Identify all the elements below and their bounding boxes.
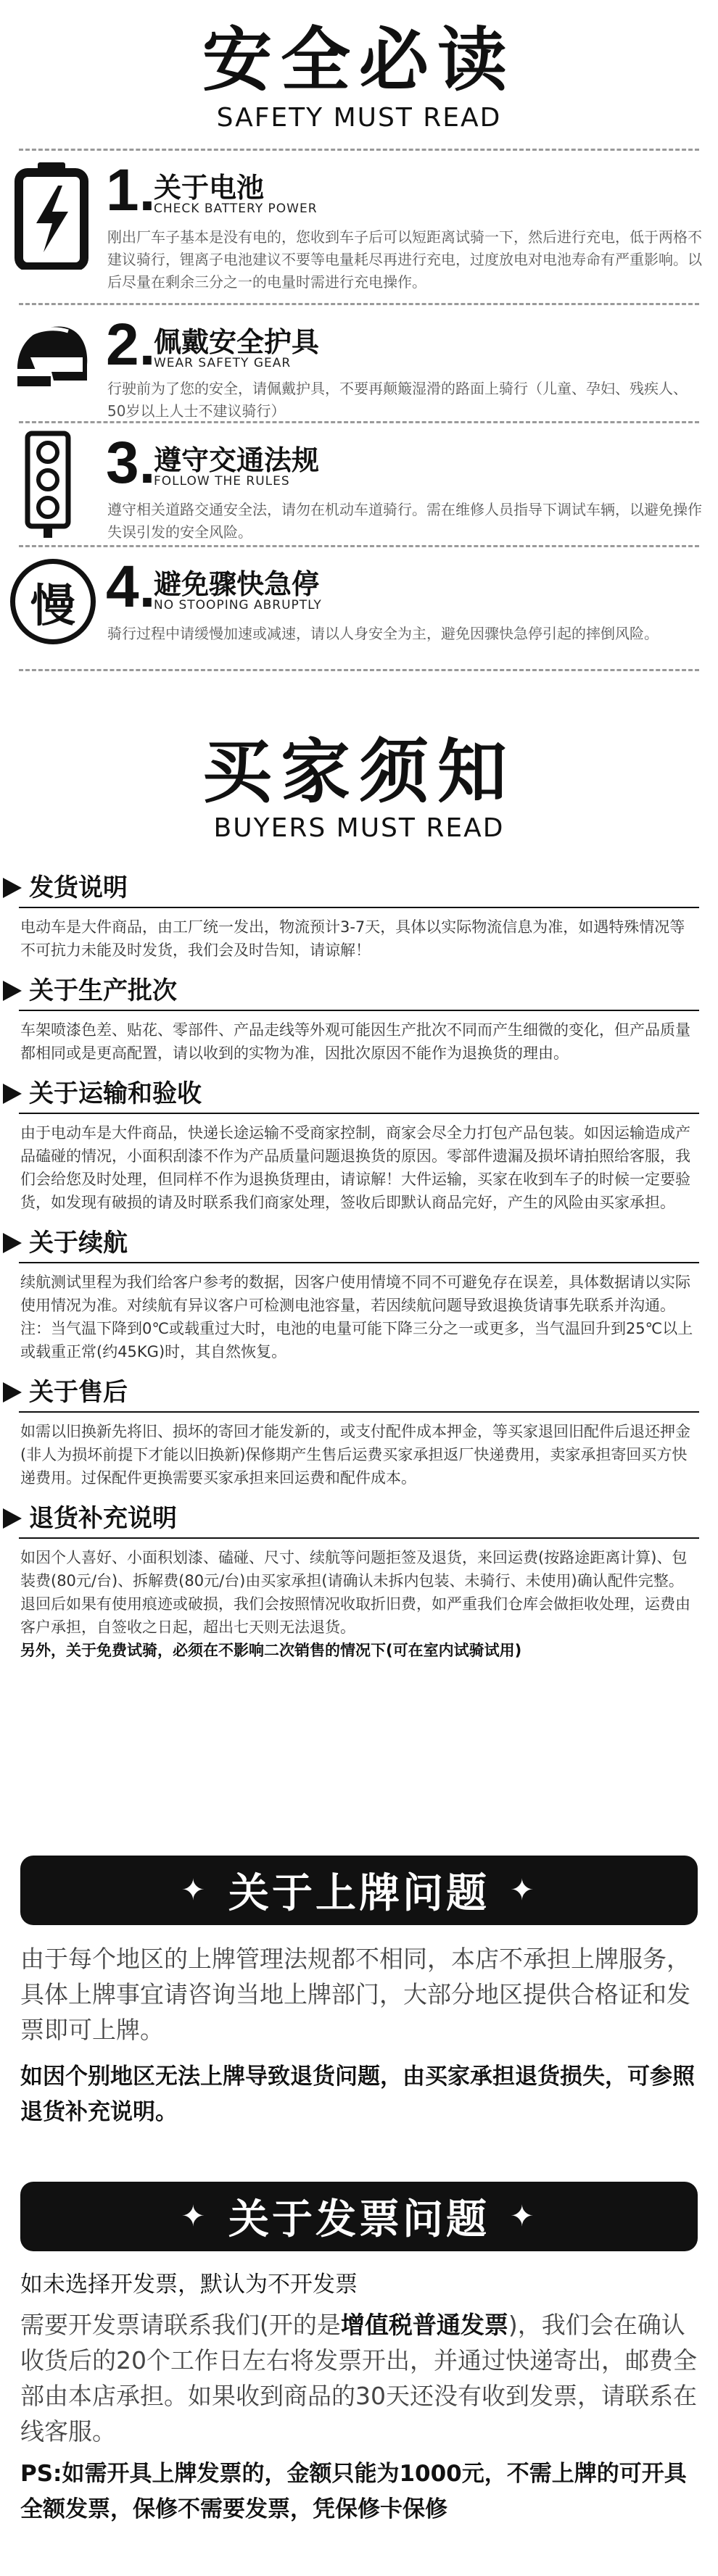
safety-item-gear — [0, 305, 718, 421]
section-body: 车架喷漆色差、贴花、零部件、产品走线等外观可能因生产批次不同而产生细微的变化，但产品质量都相同或是更高配置，请以收到的实物为准，因批次原因不能作为退换货的理由。 — [20, 1021, 690, 1062]
item-subtitle: CHECK BATTERY POWER — [154, 201, 318, 216]
section-transport — [0, 1075, 718, 1214]
safety-item-rules — [0, 423, 718, 545]
buyers-subtitle: BUYERS MUST READ — [213, 813, 505, 843]
item-body: 刚出厂车子基本是没有电的，您收到车子后可以短距离试骑一下，然后进行充电，低于两格不建议骑行，锂离子电池建议不要等电量耗尽再进行充电，过度放电对电池寿命有严重影响。以后尽量在剩余三分之一的电量时需进行充电操作。 — [107, 228, 702, 291]
item-body: 骑行过程中请缓慢加速或减速，请以人身安全为主，避免因骤快急停引起的摔倒风险。 — [107, 625, 659, 642]
section-note: 注：当气温下降到0℃或载重过大时，电池的电量可能下降三分之一或更多，当气温回升到25℃以上或载重正常(约45KG)时，其自然恢复。 — [20, 1320, 693, 1360]
section-body: 如需以旧换新先将旧、损坏的寄回才能发新的，或支付配件成本押金，等买家退回旧配件后退还押金(非人为损坏前提下才能以旧换新)保修期产生售后运费买家承担返厂快递费用，卖家承担寄回买方快递费用。过保配件更换需要买家承担来回运费和配件成本。 — [20, 1423, 690, 1487]
section-batch — [0, 972, 718, 1065]
triangle-bullet-icon — [3, 1382, 22, 1403]
invoice-body — [0, 2307, 718, 2449]
safety-section — [0, 0, 718, 671]
triangle-bullet-icon — [3, 1233, 22, 1253]
triangle-bullet-icon — [3, 1508, 22, 1529]
section-heading: 发货说明 — [29, 873, 128, 902]
plate-section — [0, 1856, 718, 2130]
slow-sign-char: 慢 — [10, 559, 96, 644]
invoice-ps: PS:如需开具上牌发票的，金额只能为1000元，不需上牌的可开具全额发票，保修不需要发票，凭保修卡保修 — [20, 2461, 687, 2522]
plate-body: 由于每个地区的上牌管理法规都不相同，本店不承担上牌服务，具体上牌事宜请咨询当地上牌部门，大部分地区提供合格证和发票即可上牌。 — [20, 1945, 690, 2044]
item-title: 佩戴安全护具 — [154, 326, 320, 358]
plate-banner — [20, 1856, 698, 1925]
star-icon: ✦ — [510, 1874, 537, 1907]
section-return — [0, 1500, 718, 1662]
item-number: 4. — [106, 554, 156, 620]
invoice-body-a: 需要开发票请联系我们(开的是 — [20, 2311, 341, 2339]
star-icon: ✦ — [510, 2200, 537, 2233]
invoice-title: 关于发票问题 — [228, 2196, 490, 2243]
section-heading: 关于运输和验收 — [29, 1079, 202, 1108]
triangle-bullet-icon — [3, 981, 22, 1001]
item-body: 行驶前为了您的安全，请佩戴护具，不要再颠簸湿滑的路面上骑行（儿童、孕妇、残疾人、50岁以上人士不建议骑行） — [107, 380, 688, 420]
helmet-icon — [12, 318, 94, 420]
safety-title: 安全必读 — [202, 20, 516, 101]
section-body: 续航测试里程为我们给客户参考的数据，因客户使用情境不同不可避免存在误差，具体数据请以实际使用情况为准。对续航有异议客户可检测电池容量，若因续航问题导致退换货请事先联系并沟通。 — [20, 1274, 690, 1314]
item-title: 遵守交通法规 — [154, 444, 320, 476]
invoice-type: 增值税普通发票 — [340, 2311, 508, 2339]
item-number: 1. — [106, 157, 156, 223]
buyers-title: 买家须知 — [202, 731, 516, 813]
section-heading: 关于售后 — [29, 1378, 128, 1407]
invoice-banner — [20, 2182, 698, 2251]
item-body: 遵守相关道路交通安全法，请勿在机动车道骑行。需在维修人员指导下调试车辆，以避免操作失误引发的安全风险。 — [107, 501, 702, 541]
triangle-bullet-icon — [3, 1084, 22, 1104]
section-aftersale — [0, 1374, 718, 1489]
safety-item-battery — [0, 151, 718, 303]
item-subtitle: FOLLOW THE RULES — [154, 474, 290, 489]
plate-title: 关于上牌问题 — [228, 1870, 490, 1917]
item-subtitle: NO STOOPING ABRUPTLY — [154, 598, 322, 612]
section-bold-note: 另外，关于免费试骑，必须在不影响二次销售的情况下(可在室内试骑试用) — [20, 1642, 522, 1659]
item-title: 关于电池 — [154, 172, 265, 204]
section-shipping — [0, 869, 718, 962]
item-subtitle: WEAR SAFETY GEAR — [154, 356, 292, 370]
divider — [19, 669, 699, 671]
star-icon: ✦ — [181, 2200, 208, 2233]
section-body: 如因个人喜好、小面积划漆、磕碰、尺寸、续航等问题拒签及退货，来回运费(按路途距离计算)、包装费(80元/台)、拆解费(80元/台)由买家承担(请确认未拆内包装、未骑行、未使用)确认配件完整。退回后如果有使用痕迹或破损，我们会按照情况收取折旧费，如严重我们仓库会做拒收处理，运费由客户承担，自签收之日起，超出七天则无法退货。 — [20, 1549, 690, 1636]
section-heading: 关于续航 — [29, 1229, 128, 1258]
buyers-section — [0, 732, 718, 1662]
item-title: 避免骤快急停 — [154, 568, 320, 600]
star-icon: ✦ — [181, 1874, 208, 1907]
section-heading: 退货补充说明 — [29, 1504, 177, 1533]
invoice-body-c: )，我们会在确认收货后的20个工作日左右将发票开出，并通过快递寄出，邮费全部由本店承担。如果收到商品的30天还没有收到发票，请联系在线客服。 — [20, 2311, 697, 2446]
item-number: 3. — [106, 430, 156, 496]
item-number: 2. — [106, 312, 156, 378]
section-body: 电动车是大件商品，由工厂统一发出，物流预计3-7天，具体以实际物流信息为准，如遇特殊情况等不可抗力未能及时发货，我们会及时告知，请谅解！ — [20, 918, 685, 959]
invoice-section — [0, 2182, 718, 2527]
invoice-default-line: 如未选择开发票，默认为不开发票 — [20, 2272, 358, 2298]
slow-sign-icon — [10, 559, 97, 646]
battery-lightning-icon — [12, 161, 94, 262]
plate-bold-note: 如因个别地区无法上牌导致退货问题，由买家承担退货损失，可参照退货补充说明。 — [20, 2064, 695, 2125]
section-body: 由于电动车是大件商品，快递长途运输不受商家控制，商家会尽全力打包产品包装。如因运输造成产品磕碰的情况，小面积刮漆不作为产品质量问题退换货的原因。零部件遗漏及损坏请拍照给客服，我们会给您及时处理，但同样不作为退换货理由，请谅解！大件运输，买家在收到车子的时候一定要验货，如发现有破损的请及时联系我们商家处理，签收后即默认商品完好，产生的风险由买家承担。 — [20, 1124, 690, 1211]
section-heading: 关于生产批次 — [29, 976, 177, 1005]
triangle-bullet-icon — [3, 878, 22, 898]
section-range — [0, 1224, 718, 1363]
traffic-light-icon — [19, 431, 102, 532]
safety-item-slow — [0, 547, 718, 669]
safety-subtitle: SAFETY MUST READ — [216, 103, 502, 133]
